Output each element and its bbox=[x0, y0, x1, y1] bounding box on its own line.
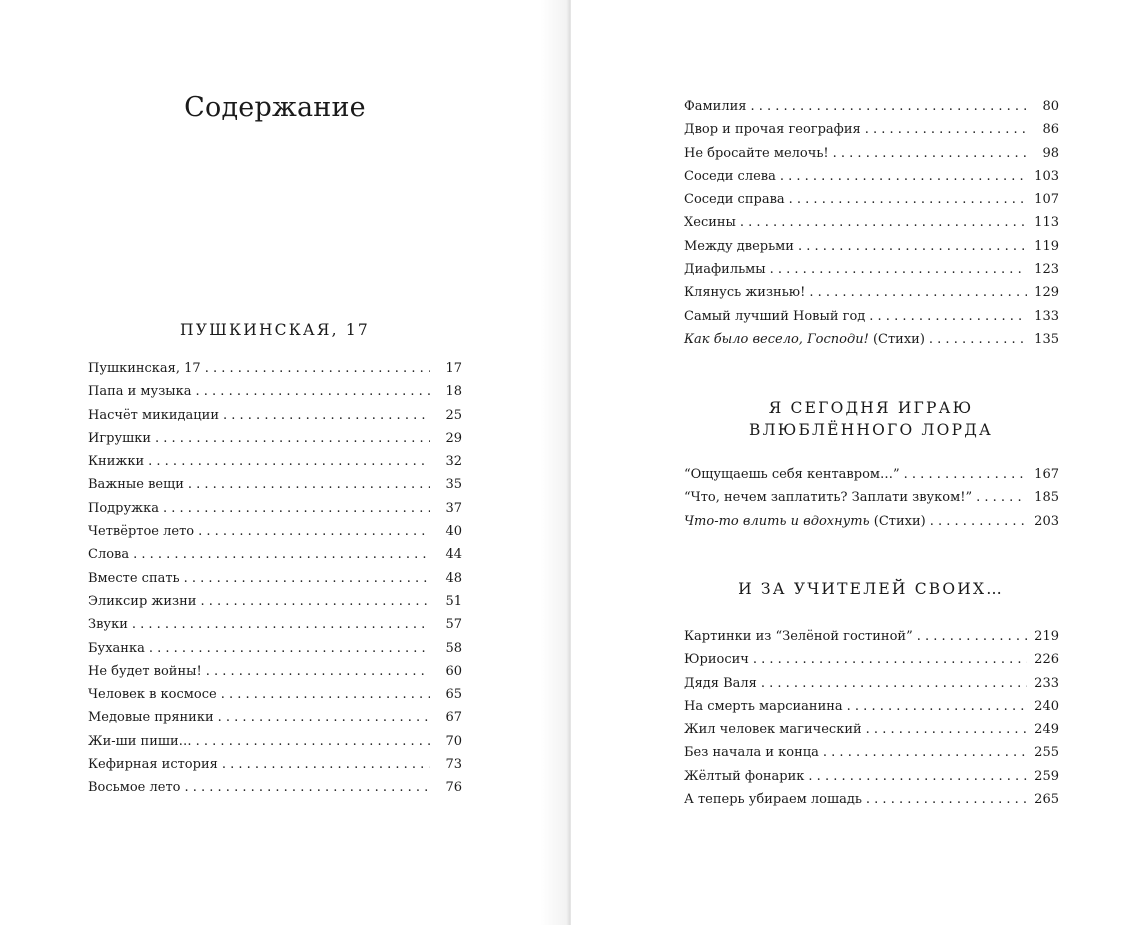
toc-entry bbox=[684, 235, 1059, 258]
toc-entry-page-number: 73 bbox=[445, 757, 462, 773]
toc-entry-page-number: 40 bbox=[445, 524, 462, 540]
toc-entry bbox=[88, 380, 462, 403]
dot-leader bbox=[976, 486, 1027, 509]
toc-entry-page-number: 203 bbox=[1034, 513, 1059, 529]
toc-entry-page-number: 60 bbox=[445, 663, 462, 679]
dot-leader bbox=[929, 328, 1027, 351]
dot-leader bbox=[833, 142, 1027, 165]
toc-entry-page-number: 44 bbox=[445, 547, 462, 563]
dot-leader bbox=[780, 165, 1027, 188]
toc-entry-page-number: 98 bbox=[1042, 145, 1059, 161]
toc-entry bbox=[88, 590, 462, 613]
contents-title: Содержание bbox=[184, 92, 366, 123]
toc-entry bbox=[684, 486, 1059, 509]
dot-leader bbox=[917, 625, 1027, 648]
toc-entry-title: Человек в космосе bbox=[88, 687, 217, 703]
toc-entry-title: Соседи справа bbox=[684, 192, 785, 208]
toc-entry bbox=[88, 450, 462, 473]
toc-entry-title-italic: Как было весело, Господи! bbox=[684, 331, 869, 347]
toc-entry bbox=[684, 695, 1059, 718]
toc-entry bbox=[684, 510, 1059, 533]
toc-entry-title-italic: Что-то влить и вдохнуть bbox=[684, 513, 870, 529]
toc-entry-title: Юриосич bbox=[684, 652, 749, 668]
toc-entry-title: Жи-ши пиши… bbox=[88, 733, 192, 749]
dot-leader bbox=[221, 683, 430, 706]
toc-entry-page-number: 219 bbox=[1034, 629, 1059, 644]
section-title-teachers bbox=[671, 578, 1071, 600]
toc-entry-title: “Ощущаешь себя кентавром…” bbox=[684, 467, 900, 482]
dot-leader bbox=[184, 776, 430, 799]
section-title-line: ВЛЮБЛЁННОГО ЛОРДА bbox=[749, 421, 993, 439]
toc-entry-page-number: 129 bbox=[1034, 285, 1059, 301]
toc-entry-title: На смерть марсианина bbox=[684, 698, 843, 714]
toc-entry-page-number: 265 bbox=[1034, 792, 1059, 808]
toc-entry-page-number: 48 bbox=[445, 570, 462, 586]
toc-entry bbox=[684, 788, 1059, 811]
toc-entry-page-number: 35 bbox=[445, 477, 462, 493]
toc-entry-page-number: 249 bbox=[1034, 722, 1059, 738]
toc-entry bbox=[684, 625, 1059, 648]
toc-entry-page-number: 103 bbox=[1034, 168, 1059, 184]
toc-entry bbox=[88, 473, 462, 496]
toc-entry-title: Хесины bbox=[684, 215, 736, 231]
toc-entry-title: Клянусь жизнью! bbox=[684, 285, 806, 301]
toc-entry-page-number: 167 bbox=[1034, 467, 1059, 482]
dot-leader bbox=[847, 695, 1027, 718]
toc-entry-page-number: 255 bbox=[1034, 745, 1059, 761]
toc-entry-page-number: 17 bbox=[445, 361, 462, 376]
dot-leader bbox=[218, 706, 430, 729]
dot-leader bbox=[149, 637, 430, 660]
toc-entry-title-suffix: (Стихи) bbox=[869, 513, 926, 529]
toc-entry bbox=[684, 188, 1059, 211]
toc-entry-page-number: 57 bbox=[445, 617, 462, 633]
dot-leader bbox=[869, 305, 1027, 328]
dot-leader bbox=[205, 357, 430, 380]
toc-entry bbox=[684, 463, 1059, 486]
toc-entry bbox=[88, 730, 462, 753]
toc-entry-page-number: 80 bbox=[1042, 99, 1059, 114]
toc-entry-title: Не будет войны! bbox=[88, 663, 202, 679]
toc-entry bbox=[684, 258, 1059, 281]
toc-entry bbox=[684, 741, 1059, 764]
toc-entry-page-number: 18 bbox=[445, 384, 462, 400]
toc-entry-title: Игрушки bbox=[88, 430, 151, 446]
toc-list-lord bbox=[684, 463, 1059, 533]
dot-leader bbox=[761, 672, 1027, 695]
toc-entry-title-suffix: (Стихи) bbox=[868, 331, 925, 347]
toc-entry-title: Самый лучший Новый год bbox=[684, 308, 866, 324]
section-title-line: ПУШКИНСКАЯ, 17 bbox=[180, 321, 370, 339]
toc-entry bbox=[88, 427, 462, 450]
toc-entry-title: Подружка bbox=[88, 500, 159, 516]
right-page bbox=[571, 0, 1144, 925]
toc-entry-title: Буханка bbox=[88, 640, 145, 656]
toc-entry-title: Соседи слева bbox=[684, 168, 776, 184]
toc-entry-page-number: 133 bbox=[1034, 308, 1059, 324]
toc-entry-page-number: 65 bbox=[445, 687, 462, 703]
toc-entry-title: А теперь убираем лошадь bbox=[684, 792, 862, 808]
dot-leader bbox=[206, 660, 430, 683]
toc-entry bbox=[684, 281, 1059, 304]
toc-entry bbox=[88, 706, 462, 729]
toc-entry bbox=[88, 543, 462, 566]
toc-list-continued bbox=[684, 95, 1059, 351]
toc-entry-page-number: 185 bbox=[1034, 490, 1059, 506]
toc-entry bbox=[684, 95, 1059, 118]
dot-leader bbox=[188, 473, 430, 496]
dot-leader bbox=[750, 95, 1027, 118]
dot-leader bbox=[196, 730, 430, 753]
toc-entry-title: Не бросайте мелочь! bbox=[684, 145, 829, 161]
dot-leader bbox=[809, 281, 1027, 304]
toc-entry-page-number: 76 bbox=[445, 780, 462, 796]
toc-entry-title: Без начала и конца bbox=[684, 745, 819, 761]
toc-entry-title: Пушкинская, 17 bbox=[88, 361, 201, 376]
toc-entry-page-number: 119 bbox=[1034, 238, 1059, 254]
toc-entry bbox=[88, 520, 462, 543]
toc-entry bbox=[684, 142, 1059, 165]
dot-leader bbox=[866, 788, 1027, 811]
toc-entry-title bbox=[684, 328, 925, 351]
toc-entry-page-number: 240 bbox=[1034, 698, 1059, 714]
toc-entry bbox=[684, 648, 1059, 671]
toc-entry-title: Насчёт микидации bbox=[88, 407, 219, 423]
toc-entry-page-number: 135 bbox=[1034, 331, 1059, 347]
toc-entry-title: Книжки bbox=[88, 454, 145, 470]
dot-leader bbox=[133, 543, 430, 566]
toc-entry bbox=[88, 613, 462, 636]
toc-entry bbox=[684, 718, 1059, 741]
toc-entry-page-number: 70 bbox=[445, 733, 462, 749]
dot-leader bbox=[823, 741, 1027, 764]
toc-entry-title: Четвёртое лето bbox=[88, 524, 195, 540]
toc-entry-page-number: 259 bbox=[1034, 768, 1059, 784]
toc-entry-page-number: 67 bbox=[445, 710, 462, 726]
toc-entry-title: Между дверьми bbox=[684, 238, 794, 254]
dot-leader bbox=[223, 404, 430, 427]
toc-entry bbox=[88, 567, 462, 590]
toc-entry bbox=[88, 357, 462, 380]
toc-entry bbox=[684, 305, 1059, 328]
dot-leader bbox=[789, 188, 1027, 211]
toc-entry bbox=[684, 118, 1059, 141]
dot-leader bbox=[196, 380, 430, 403]
dot-leader bbox=[184, 567, 430, 590]
toc-entry bbox=[88, 753, 462, 776]
toc-entry bbox=[684, 765, 1059, 788]
toc-entry-title: Кефирная история bbox=[88, 757, 218, 773]
toc-entry-page-number: 107 bbox=[1034, 192, 1059, 208]
dot-leader bbox=[163, 497, 430, 520]
toc-entry-title: Двор и прочая география bbox=[684, 122, 861, 138]
toc-entry bbox=[88, 776, 462, 799]
toc-entry bbox=[684, 328, 1059, 351]
toc-entry-page-number: 123 bbox=[1034, 262, 1059, 278]
dot-leader bbox=[753, 648, 1027, 671]
toc-entry-title: Слова bbox=[88, 547, 130, 563]
dot-leader bbox=[808, 765, 1027, 788]
section-title-line: И ЗА УЧИТЕЛЕЙ СВОИХ… bbox=[738, 580, 1004, 598]
section-title-lord bbox=[671, 397, 1071, 441]
section-title-pushkinskaya bbox=[0, 319, 550, 341]
dot-leader bbox=[770, 258, 1027, 281]
dot-leader bbox=[740, 211, 1027, 234]
dot-leader bbox=[198, 520, 430, 543]
toc-entry bbox=[684, 672, 1059, 695]
toc-entry bbox=[88, 660, 462, 683]
dot-leader bbox=[132, 613, 430, 636]
dot-leader bbox=[866, 718, 1027, 741]
toc-entry bbox=[88, 404, 462, 427]
section-title-line: Я СЕГОДНЯ ИГРАЮ bbox=[768, 399, 974, 417]
toc-entry-page-number: 233 bbox=[1034, 675, 1059, 691]
dot-leader bbox=[865, 118, 1027, 141]
dot-leader bbox=[200, 590, 430, 613]
toc-entry bbox=[684, 211, 1059, 234]
dot-leader bbox=[222, 753, 430, 776]
toc-entry-title: Фамилия bbox=[684, 99, 747, 114]
dot-leader bbox=[930, 510, 1027, 533]
toc-entry-page-number: 29 bbox=[445, 430, 462, 446]
toc-entry-page-number: 37 bbox=[445, 500, 462, 516]
toc-entry-page-number: 113 bbox=[1034, 215, 1059, 231]
toc-entry-title: Жёлтый фонарик bbox=[684, 768, 805, 784]
toc-entry bbox=[88, 637, 462, 660]
toc-entry-page-number: 32 bbox=[445, 454, 462, 470]
dot-leader bbox=[798, 235, 1027, 258]
toc-entry-title: Эликсир жизни bbox=[88, 593, 197, 609]
dot-leader bbox=[904, 463, 1027, 486]
toc-entry-page-number: 226 bbox=[1034, 652, 1059, 668]
toc-entry-title: Картинки из “Зелёной гостиной” bbox=[684, 629, 913, 644]
toc-entry-title: Жил человек магический bbox=[684, 722, 862, 738]
toc-entry bbox=[88, 497, 462, 520]
toc-list-pushkinskaya bbox=[88, 357, 462, 800]
toc-entry-title bbox=[684, 510, 926, 533]
toc-entry-title: Важные вещи bbox=[88, 477, 184, 493]
left-page bbox=[0, 0, 570, 925]
toc-entry-title: “Что, нечем заплатить? Заплати звуком!” bbox=[684, 490, 973, 506]
toc-entry-page-number: 86 bbox=[1042, 122, 1059, 138]
toc-entry-title: Вместе спать bbox=[88, 570, 180, 586]
toc-entry bbox=[684, 165, 1059, 188]
toc-entry-page-number: 25 bbox=[445, 407, 462, 423]
toc-entry-title: Восьмое лето bbox=[88, 780, 181, 796]
toc-entry bbox=[88, 683, 462, 706]
dot-leader bbox=[148, 450, 430, 473]
toc-entry-page-number: 58 bbox=[445, 640, 462, 656]
toc-entry-title: Диафильмы bbox=[684, 262, 766, 278]
toc-list-teachers bbox=[684, 625, 1059, 811]
dot-leader bbox=[155, 427, 430, 450]
toc-entry-title: Звуки bbox=[88, 617, 128, 633]
toc-entry-title: Дядя Валя bbox=[684, 675, 757, 691]
toc-entry-title: Медовые пряники bbox=[88, 710, 214, 726]
toc-entry-page-number: 51 bbox=[445, 593, 462, 609]
toc-entry-title: Папа и музыка bbox=[88, 384, 192, 400]
